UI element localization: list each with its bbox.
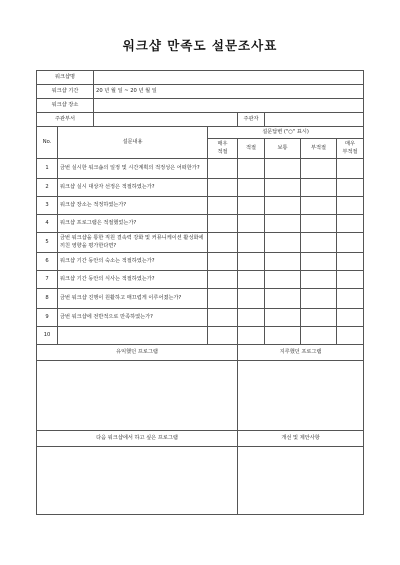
host-dept-field[interactable] — [94, 113, 238, 127]
workshop-venue-label: 워크샵 장소 — [37, 99, 94, 113]
answer-cell[interactable] — [337, 271, 364, 289]
question-text: 워크샵 기간 동안의 숙소는 적절하였는가? — [58, 253, 208, 271]
content-header: 설문내용 — [58, 127, 208, 159]
answer-cell[interactable] — [208, 215, 238, 233]
answer-cell[interactable] — [301, 271, 337, 289]
answer-cell[interactable] — [301, 179, 337, 197]
question-no: 7 — [37, 271, 58, 289]
answer-cell[interactable] — [238, 159, 265, 179]
scale-neutral: 보통 — [265, 139, 301, 159]
answer-cell[interactable] — [301, 197, 337, 215]
answer-cell[interactable] — [265, 179, 301, 197]
answer-cell[interactable] — [208, 159, 238, 179]
workshop-period-label: 워크샵 기간 — [37, 85, 94, 99]
question-row — [37, 215, 364, 233]
workshop-name-label: 워크샵명 — [37, 71, 94, 85]
answer-cell[interactable] — [301, 159, 337, 179]
question-row — [37, 271, 364, 289]
answer-cell[interactable] — [301, 309, 337, 327]
question-no: 1 — [37, 159, 58, 179]
answer-cell[interactable] — [208, 233, 238, 253]
workshop-period-field[interactable]: 20 년 월 일 ~ 20 년 월 일 — [94, 85, 364, 99]
feedback-body-row — [37, 361, 364, 431]
answer-cell[interactable] — [337, 309, 364, 327]
suggestions-label: 개선 및 제안사항 — [238, 431, 364, 447]
answer-cell[interactable] — [337, 197, 364, 215]
question-text: 금번 워크샵을 통한 직원 결속력 강화 및 커뮤니케이션 활성화에 끼친 영향을 평가한다면? — [58, 233, 208, 253]
answer-cell[interactable] — [265, 253, 301, 271]
scale-inappropriate: 부적절 — [301, 139, 337, 159]
answer-cell[interactable] — [238, 197, 265, 215]
question-row — [37, 197, 364, 215]
answer-cell[interactable] — [208, 197, 238, 215]
question-no: 4 — [37, 215, 58, 233]
host-field[interactable] — [265, 113, 364, 127]
answer-cell[interactable] — [238, 289, 265, 309]
useful-program-field[interactable] — [37, 361, 238, 431]
question-row — [37, 179, 364, 197]
answer-cell[interactable] — [238, 271, 265, 289]
answer-cell[interactable] — [265, 309, 301, 327]
workshop-venue-row — [37, 99, 364, 113]
question-no: 5 — [37, 233, 58, 253]
answer-cell[interactable] — [208, 289, 238, 309]
question-text: 금번 워크샵 진행이 원활하고 매끄럽게 이루어졌는가? — [58, 289, 208, 309]
question-row — [37, 327, 364, 345]
answer-cell[interactable] — [238, 253, 265, 271]
host-row — [37, 113, 364, 127]
question-no: 8 — [37, 289, 58, 309]
answer-cell[interactable] — [208, 253, 238, 271]
answer-cell[interactable] — [238, 309, 265, 327]
next-program-field[interactable] — [37, 447, 238, 515]
question-text: 워크샵 기간 동안의 식사는 적절하였는가? — [58, 271, 208, 289]
answer-cell[interactable] — [301, 215, 337, 233]
workshop-period-row — [37, 85, 364, 99]
boring-program-label: 지루했던 프로그램 — [238, 345, 364, 361]
answer-cell[interactable] — [265, 159, 301, 179]
answer-cell[interactable] — [337, 289, 364, 309]
answer-cell[interactable] — [238, 233, 265, 253]
question-row — [37, 309, 364, 327]
question-no: 2 — [37, 179, 58, 197]
answer-cell[interactable] — [301, 253, 337, 271]
question-text — [58, 327, 208, 345]
answer-cell[interactable] — [337, 233, 364, 253]
survey-header-row — [37, 127, 364, 139]
survey-form-table — [36, 70, 364, 515]
question-no: 9 — [37, 309, 58, 327]
workshop-venue-field[interactable] — [94, 99, 364, 113]
question-text: 금번 실시한 워크숍의 일정 및 시간계획의 적정성은 어떠한가? — [58, 159, 208, 179]
question-row — [37, 159, 364, 179]
answer-cell[interactable] — [265, 289, 301, 309]
answer-cell[interactable] — [337, 327, 364, 345]
answer-cell[interactable] — [301, 289, 337, 309]
question-row — [37, 233, 364, 253]
answer-cell[interactable] — [238, 215, 265, 233]
answer-header: 설문답변 ("○" 표시) — [208, 127, 364, 139]
scale-very-inappropriate: 매우 부적절 — [337, 139, 364, 159]
question-text: 워크샵 프로그램은 적절했었는가? — [58, 215, 208, 233]
no-header: No. — [37, 127, 58, 159]
answer-cell[interactable] — [337, 215, 364, 233]
answer-cell[interactable] — [208, 271, 238, 289]
question-row — [37, 289, 364, 309]
answer-cell[interactable] — [337, 253, 364, 271]
question-no: 6 — [37, 253, 58, 271]
answer-cell[interactable] — [208, 179, 238, 197]
question-text: 워크샵 실시 대상자 선정은 적절하였는가? — [58, 179, 208, 197]
host-label: 주관자 — [238, 113, 265, 127]
answer-cell[interactable] — [238, 327, 265, 345]
suggestions-field[interactable] — [238, 447, 364, 515]
answer-cell[interactable] — [208, 327, 238, 345]
boring-program-field[interactable] — [238, 361, 364, 431]
question-text: 금번 워크샵에 전반적으로 만족하였는가? — [58, 309, 208, 327]
answer-cell[interactable] — [337, 159, 364, 179]
useful-program-label: 유익했던 프로그램 — [37, 345, 238, 361]
answer-cell[interactable] — [265, 327, 301, 345]
answer-cell[interactable] — [208, 309, 238, 327]
page-title: 워크샵 만족도 설문조사표 — [122, 38, 278, 53]
question-row — [37, 253, 364, 271]
next-program-label: 다음 워크샵에서 하고 싶은 프로그램 — [37, 431, 238, 447]
answer-cell[interactable] — [301, 327, 337, 345]
feedback-header-row-2 — [37, 431, 364, 447]
scale-very-appropriate: 매우 적절 — [208, 139, 238, 159]
feedback-header-row — [37, 345, 364, 361]
answer-cell[interactable] — [265, 215, 301, 233]
question-no: 10 — [37, 327, 58, 345]
feedback-body-row-2 — [37, 447, 364, 515]
answer-cell[interactable] — [337, 179, 364, 197]
workshop-name-field[interactable] — [94, 71, 364, 85]
answer-cell[interactable] — [265, 271, 301, 289]
answer-cell[interactable] — [301, 233, 337, 253]
answer-cell[interactable] — [265, 233, 301, 253]
workshop-name-row — [37, 71, 364, 85]
host-dept-label: 주관부서 — [37, 113, 94, 127]
scale-appropriate: 적절 — [238, 139, 265, 159]
question-text: 워크샵 장소는 적정하였는가? — [58, 197, 208, 215]
question-no: 3 — [37, 197, 58, 215]
answer-cell[interactable] — [265, 197, 301, 215]
answer-cell[interactable] — [238, 179, 265, 197]
